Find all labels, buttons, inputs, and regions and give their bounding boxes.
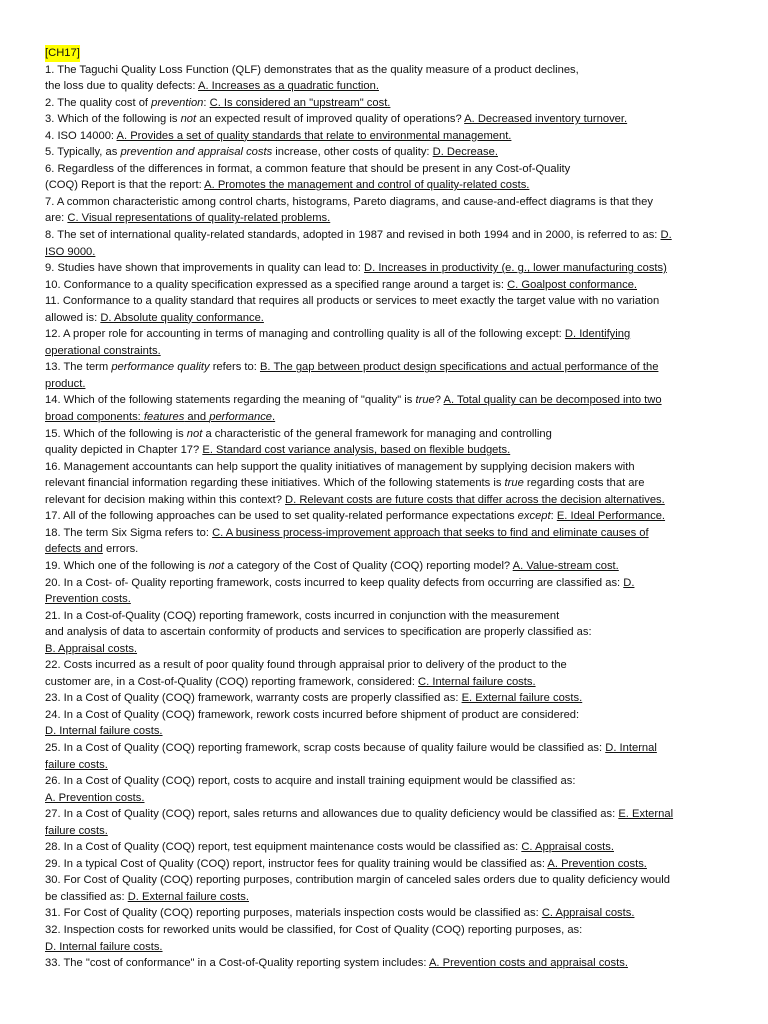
answer-text: C. Is considered an "upstream" cost. <box>209 96 391 109</box>
question-text: 2. The quality cost of <box>45 96 152 109</box>
text-line <box>45 790 728 807</box>
text-line <box>45 508 728 525</box>
answer-text: C. Goalpost conformance. <box>507 278 638 291</box>
text-line <box>45 608 728 625</box>
question-text: 16. Management accountants can help support the quality initiatives of management by supplying decision makers with <box>45 460 635 473</box>
text-line <box>45 459 728 476</box>
text-line <box>45 740 728 757</box>
text-line <box>45 95 728 112</box>
question-text: 10. Conformance to a quality specification expressed as a specified range around a target is: <box>45 278 508 291</box>
question-text: a category of the Cost of Quality (COQ) reporting model? <box>224 559 513 572</box>
answer-text: D. Internal failure costs. <box>45 725 163 738</box>
text-line <box>45 955 728 972</box>
answer-text: and <box>184 411 210 424</box>
text-line <box>45 492 728 509</box>
answer-text: D. Identifying <box>564 328 631 341</box>
text-line <box>45 409 728 426</box>
text-line <box>45 872 728 889</box>
text-line <box>45 624 728 641</box>
question-list <box>45 62 728 972</box>
text-line <box>45 442 728 459</box>
text-line <box>45 823 728 840</box>
answer-text: C. Internal failure costs. <box>418 675 536 688</box>
text-line <box>45 856 728 873</box>
text-line <box>45 558 728 575</box>
text-line <box>45 260 728 277</box>
text-line <box>45 293 728 310</box>
answer-text: operational constraints. <box>45 344 161 357</box>
question-text: ? <box>434 394 444 407</box>
answer-text: A. Prevention costs and appraisal costs. <box>428 957 628 970</box>
text-line <box>45 326 728 343</box>
text-line <box>45 310 728 327</box>
answer-text: D. Internal failure costs. <box>45 940 163 953</box>
answer-text: A. Value-stream cost. <box>512 559 619 572</box>
answer-text: product. <box>45 377 86 390</box>
question-text: increase, other costs of quality: <box>272 146 433 159</box>
question-text: are: <box>45 212 68 225</box>
question-text: 12. A proper role for accounting in terms of managing and controlling quality is all of the following except: <box>45 328 565 341</box>
text-line <box>45 111 728 128</box>
text-line <box>45 922 728 939</box>
answer-text: failure costs. <box>45 758 108 771</box>
question-text: (COQ) Report is that the report: <box>45 179 205 192</box>
text-line <box>45 359 728 376</box>
text-line <box>45 641 728 658</box>
text-line <box>45 475 728 492</box>
question-text: a characteristic of the general framework for managing and controlling <box>202 427 552 440</box>
text-line <box>45 62 728 79</box>
question-text: true <box>504 477 524 490</box>
answer-text: D. <box>623 576 635 589</box>
question-text: not <box>180 113 197 126</box>
text-line <box>45 889 728 906</box>
text-line <box>45 541 728 558</box>
chapter-header-line <box>45 45 728 62</box>
answer-text: A. Decreased inventory turnover. <box>464 113 628 126</box>
question-text: 31. For Cost of Quality (COQ) reporting purposes, materials inspection costs would be classified as: <box>45 907 542 920</box>
question-text: 11. Conformance to a quality standard that requires all products or services to meet exactly the target value with no variation <box>45 295 660 308</box>
question-text: 19. Which one of the following is <box>45 559 209 572</box>
answer-text: . <box>272 411 276 424</box>
question-text: 13. The term <box>45 361 112 374</box>
text-line <box>45 144 728 161</box>
question-text: allowed is: <box>45 311 101 324</box>
question-text: 22. Costs incurred as a result of poor quality found through appraisal prior to delivery of the product to the <box>45 659 567 672</box>
text-line <box>45 773 728 790</box>
answer-text: E. External failure costs. <box>461 692 583 705</box>
question-text: not <box>186 427 203 440</box>
question-text: refers to: <box>209 361 260 374</box>
answer-text: D. <box>660 229 672 242</box>
text-line <box>45 723 728 740</box>
answer-text: D. Absolute quality conformance. <box>100 311 264 324</box>
question-text: 1. The Taguchi Quality Loss Function (QLF) demonstrates that as the quality measure of a product declines, <box>45 63 579 76</box>
question-text: : <box>203 96 210 109</box>
text-line <box>45 343 728 360</box>
answer-text: C. Appraisal costs. <box>541 907 635 920</box>
question-text: 14. Which of the following statements regarding the meaning of "quality" is <box>45 394 416 407</box>
answer-text: broad components: <box>45 411 144 424</box>
question-text: 6. Regardless of the differences in format, a common feature that should be present in any Cost-of-Quality <box>45 162 571 175</box>
question-text: prevention and appraisal costs <box>120 146 273 159</box>
text-line <box>45 392 728 409</box>
text-line <box>45 426 728 443</box>
question-text: the loss due to quality defects: <box>45 80 198 93</box>
text-line <box>45 277 728 294</box>
question-text: 15. Which of the following is <box>45 427 187 440</box>
question-text: except <box>517 510 551 523</box>
answer-text: C. Visual representations of quality-related problems. <box>67 212 331 225</box>
text-line <box>45 674 728 691</box>
question-text: : <box>550 510 557 523</box>
question-text: 32. Inspection costs for reworked units would be classified, for Cost of Quality (COQ) reporting purposes, as: <box>45 923 583 936</box>
text-line <box>45 244 728 261</box>
answer-text: C. A business process-improvement approach that seeks to find and eliminate causes of <box>212 526 649 539</box>
answer-text: defects and <box>45 543 103 556</box>
answer-text: Prevention costs. <box>45 593 131 606</box>
answer-text: ISO 9000. <box>45 245 96 258</box>
answer-text: A. Increases as a quadratic function. <box>198 80 379 93</box>
question-text: 17. All of the following approaches can be used to set quality-related performance expectations <box>45 510 518 523</box>
text-line <box>45 839 728 856</box>
text-line <box>45 128 728 145</box>
text-line <box>45 575 728 592</box>
text-line <box>45 194 728 211</box>
answer-text: D. Decrease. <box>432 146 498 159</box>
answer-text: B. The gap between product design specifications and actual performance of the <box>259 361 659 374</box>
question-text: 5. Typically, as <box>45 146 121 159</box>
question-text: relevant financial information regarding these initiatives. Which of the following statements is <box>45 477 505 490</box>
answer-text: E. Ideal Performance. <box>556 510 666 523</box>
answer-text: D. Relevant costs are future costs that differ across the decision alternatives. <box>285 493 665 506</box>
answer-text: A. Total quality can be decomposed into two <box>443 394 662 407</box>
chapter-header: [CH17] <box>45 45 80 62</box>
text-line <box>45 757 728 774</box>
question-text: quality depicted in Chapter 17? <box>45 444 203 457</box>
question-text: 30. For Cost of Quality (COQ) reporting purposes, contribution margin of canceled sales orders due to quality deficiency would <box>45 874 670 887</box>
text-line <box>45 376 728 393</box>
text-line <box>45 806 728 823</box>
question-text: relevant for decision making within this context? <box>45 493 286 506</box>
answer-text: A. Provides a set of quality standards that relate to environmental management. <box>116 129 512 142</box>
answer-text: A. Prevention costs. <box>45 791 145 804</box>
answer-text: features <box>143 411 185 424</box>
question-text: 25. In a Cost of Quality (COQ) reporting framework, scrap costs because of quality failure would be classified as: <box>45 741 606 754</box>
answer-text: A. Prevention costs. <box>547 857 647 870</box>
answer-text: C. Appraisal costs. <box>521 841 614 854</box>
answer-text: performance <box>209 411 273 424</box>
answer-text: E. Standard cost variance analysis, based on flexible budgets. <box>202 444 511 457</box>
question-text: errors. <box>102 543 139 556</box>
text-line <box>45 210 728 227</box>
question-text: 27. In a Cost of Quality (COQ) report, sales returns and allowances due to quality deficiency would be classified as: <box>45 808 619 821</box>
answer-text: D. Internal <box>605 741 657 754</box>
question-text: 18. The term Six Sigma refers to: <box>45 526 213 539</box>
question-text: and analysis of data to ascertain conformity of products and services to specification are properly classified as: <box>45 626 592 639</box>
text-line <box>45 591 728 608</box>
question-text: 7. A common characteristic among control charts, histograms, Pareto diagrams, and cause-and-effect diagrams is that they <box>45 195 653 208</box>
text-line <box>45 690 728 707</box>
question-text: customer are, in a Cost-of-Quality (COQ) reporting framework, considered: <box>45 675 419 688</box>
answer-text: failure costs. <box>45 824 108 837</box>
answer-text: D. Increases in productivity (e. g., lower manufacturing costs) <box>364 262 667 275</box>
text-line <box>45 161 728 178</box>
question-text: be classified as: <box>45 890 128 903</box>
question-text: not <box>208 559 225 572</box>
answer-text: A. Promotes the management and control of quality-related costs. <box>204 179 530 192</box>
text-line <box>45 939 728 956</box>
question-text: 24. In a Cost of Quality (COQ) framework, rework costs incurred before shipment of product are considered: <box>45 708 580 721</box>
question-text: prevention <box>151 96 204 109</box>
answer-text: B. Appraisal costs. <box>45 642 138 655</box>
question-text: 21. In a Cost-of-Quality (COQ) reporting framework, costs incurred in conjunction with the measurement <box>45 609 560 622</box>
answer-text: E. External <box>618 808 674 821</box>
question-text: performance quality <box>111 361 210 374</box>
question-text: 3. Which of the following is <box>45 113 181 126</box>
question-text: 33. The "cost of conformance" in a Cost-of-Quality reporting system includes: <box>45 957 429 970</box>
text-line <box>45 657 728 674</box>
question-text: 26. In a Cost of Quality (COQ) report, costs to acquire and install training equipment would be classified as: <box>45 775 576 788</box>
question-text: 29. In a typical Cost of Quality (COQ) report, instructor fees for quality training would be classified as: <box>45 857 548 870</box>
question-text: 4. ISO 14000: <box>45 129 117 142</box>
text-line <box>45 177 728 194</box>
text-line <box>45 707 728 724</box>
question-text: 9. Studies have shown that improvements in quality can lead to: <box>45 262 365 275</box>
question-text: 23. In a Cost of Quality (COQ) framework, warranty costs are properly classified as: <box>45 692 462 705</box>
text-line <box>45 525 728 542</box>
question-text: 28. In a Cost of Quality (COQ) report, test equipment maintenance costs would be classified as: <box>45 841 522 854</box>
question-text: true <box>415 394 435 407</box>
question-text: regarding costs that are <box>523 477 645 490</box>
answer-text: D. External failure costs. <box>127 890 249 903</box>
text-line <box>45 905 728 922</box>
text-line <box>45 227 728 244</box>
text-line <box>45 78 728 95</box>
question-text: 8. The set of international quality-related standards, adopted in 1987 and revised in both 1994 and in 2000, is referred to as: <box>45 229 661 242</box>
question-text: 20. In a Cost- of- Quality reporting framework, costs incurred to keep quality defects from occurring are classified as: <box>45 576 624 589</box>
question-text: an expected result of improved quality of operations? <box>196 113 465 126</box>
